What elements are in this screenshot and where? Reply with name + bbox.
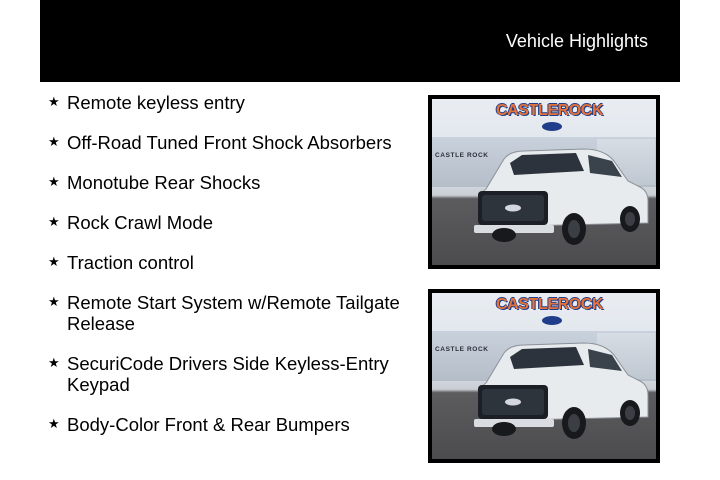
feature-item: [48, 92, 408, 113]
feature-text: Monotube Rear Shocks: [67, 172, 261, 193]
dealer-logo: CASTLEROCK: [496, 296, 604, 313]
feature-item: [48, 292, 408, 334]
feature-text: Remote keyless entry: [67, 92, 245, 113]
feature-item: [48, 172, 408, 193]
feature-text: Off-Road Tuned Front Shock Absorbers: [67, 132, 392, 153]
star-icon: ★: [48, 254, 60, 269]
star-icon: ★: [48, 134, 60, 149]
feature-item: [48, 132, 408, 153]
feature-item: [48, 252, 408, 273]
dealership-scene: [432, 99, 656, 265]
star-icon: ★: [48, 174, 60, 189]
dealership-scene: [432, 293, 656, 459]
feature-item: [48, 212, 408, 233]
feature-text: Body-Color Front & Rear Bumpers: [67, 414, 350, 435]
vehicle-photo: [428, 289, 660, 463]
ford-oval-icon: [542, 316, 562, 325]
star-icon: ★: [48, 416, 60, 431]
pickup-truck-image: [464, 325, 654, 445]
vehicle-photo: [428, 95, 660, 269]
feature-text: Remote Start System w/Remote Tailgate Release: [67, 292, 400, 334]
dealer-logo: CASTLEROCK: [496, 102, 604, 119]
building-sign: CASTLE ROCK: [435, 346, 489, 353]
star-icon: ★: [48, 355, 60, 370]
pickup-truck-image: [464, 131, 654, 251]
building-sign: CASTLE ROCK: [435, 152, 489, 159]
feature-item: [48, 414, 408, 435]
star-icon: ★: [48, 94, 60, 109]
feature-list: [48, 92, 408, 454]
header-bar: [40, 0, 680, 82]
feature-text: Rock Crawl Mode: [67, 212, 213, 233]
feature-text: Traction control: [67, 252, 194, 273]
feature-item: [48, 353, 408, 395]
ford-oval-icon: [542, 122, 562, 131]
star-icon: ★: [48, 294, 60, 309]
page-title: Vehicle Highlights: [505, 31, 648, 51]
star-icon: ★: [48, 214, 60, 229]
feature-text: SecuriCode Drivers Side Keyless-Entry Keypad: [67, 353, 389, 395]
